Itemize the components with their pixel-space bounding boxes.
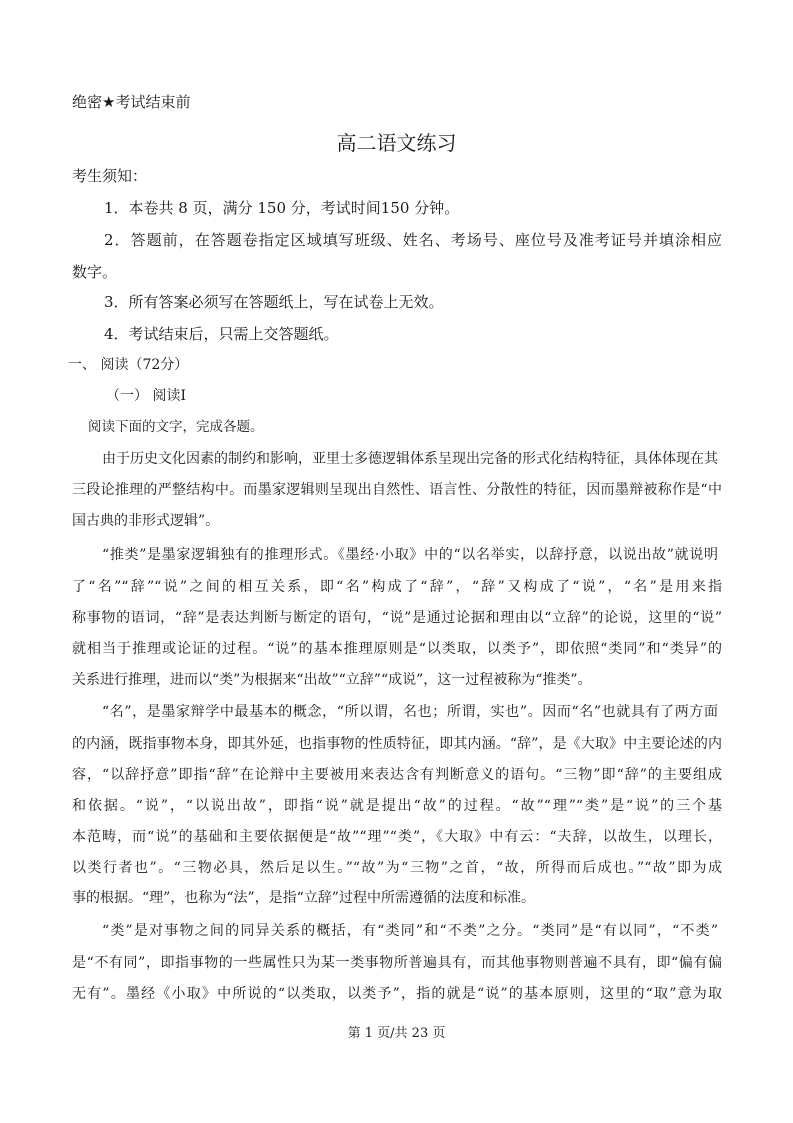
passage-line: “类”是对事物之间的同异关系的概括，有“类同”和“不类”之分。“类同”是“有以同”，“不类” [102,923,718,939]
notice-item-4: 4．考试结束后，只需上交答题纸。 [104,325,339,343]
section-subheading: （一） 阅读Ⅰ [106,388,186,404]
reading-instruction: 阅读下面的文字，完成各题。 [88,419,264,435]
passage-line: 是“不有同”，即指事物的一些属性只为某一类事物所普遍具有，而其他事物则普遍不具有，即“偏有偏 [72,955,722,971]
passage-line: 和依据。“说”，“以说出故”，即指“说”就是提出“故”的过程。“故”“理”“类”是“说”的三个基 [72,798,722,814]
notice-item-2: 2．答题前，在答题卷指定区域填写班级、姓名、考场号、座位号及准考证号并填涂相应 [104,231,722,249]
passage-line: 容，“以辞抒意”即指“辞”在论辩中主要被用来表达含有判断意义的语句。“三物”即“辞”的主要组成 [72,767,722,783]
notice-item-1: 1．本卷共 8 页，满分 150 分，考试时间150 分钟。 [104,199,460,217]
section-heading: 一、 阅读（72分） [68,357,189,373]
notice-heading: 考生须知： [72,167,148,185]
passage-line: 称事物的语词，“辞”是表达判断与断定的语句，“说”是通过论据和理由以“立辞”的论说，这里的“说” [72,610,722,626]
passage-line: “名”，是墨家辩学中最基本的概念，“所以谓，名也；所谓，实也”。因而“名”也就具有了两方面 [102,704,718,720]
passage-line: 关系进行推理，进而以“类”为根据来“出故”“立辞”“成说”，这一过程被称为“推类”。 [72,672,592,688]
passage-line: 无有”。墨经《小取》中所说的“以类取，以类予”，指的就是“说”的基本原则，这里的“取”意为取 [72,986,722,1002]
passage-line: 本范畴，而“说”的基础和主要依据便是“故”“理”“类”，《大取》中有云：“夫辞，以故生，以理长， [72,829,722,845]
passage-line: 由于历史文化因素的制约和影响，亚里士多德逻辑体系呈现出完备的形式化结构特征，具体体现在其 [102,451,718,467]
passage-line: 事的根据。“理”，也称为“法”，是指“立辞”过程中所需遵循的法度和标准。 [72,890,535,906]
secret-mark: 绝密★考试结束前 [72,93,191,111]
passage-line: 就相当于推理或论证的过程。“说”的基本推理原则是“以类取，以类予”，即依照“类同”和“类异”的 [72,641,722,657]
passage-line: 以类行者也”。“三物必具，然后足以生。”“故”为“三物”之首，“故，所得而后成也。”“故”即为成 [72,860,722,876]
page-title: 高二语文练习 [336,131,457,155]
notice-item-2-continued: 数字。 [72,263,118,281]
passage-line: “推类”是墨家逻辑独有的推理形式。《墨经·小取》中的“以名举实，以辞抒意，以说出故”就说明 [102,547,718,563]
passage-line: 的内涵，既指事物本身，即其外延，也指事物的性质特征，即其内涵。“辞”，是《大取》中主要论述的内 [72,736,722,752]
notice-item-3: 3．所有答案必须写在答题纸上，写在试卷上无效。 [104,293,444,311]
passage-line: 国古典的非形式逻辑”。 [72,513,220,529]
passage-line: 三段论推理的严整结构中。而墨家逻辑则呈现出自然性、语言性、分散性的特征，因而墨辩被称作是“中 [72,482,722,498]
passage-line: 了“名”“辞”“说”之间的相互关系，即“名”构成了“辞”，“辞”又构成了“说”，“名”是用来指 [72,579,722,595]
page-number-footer: 第 1 页/共 23 页 [347,1026,446,1041]
